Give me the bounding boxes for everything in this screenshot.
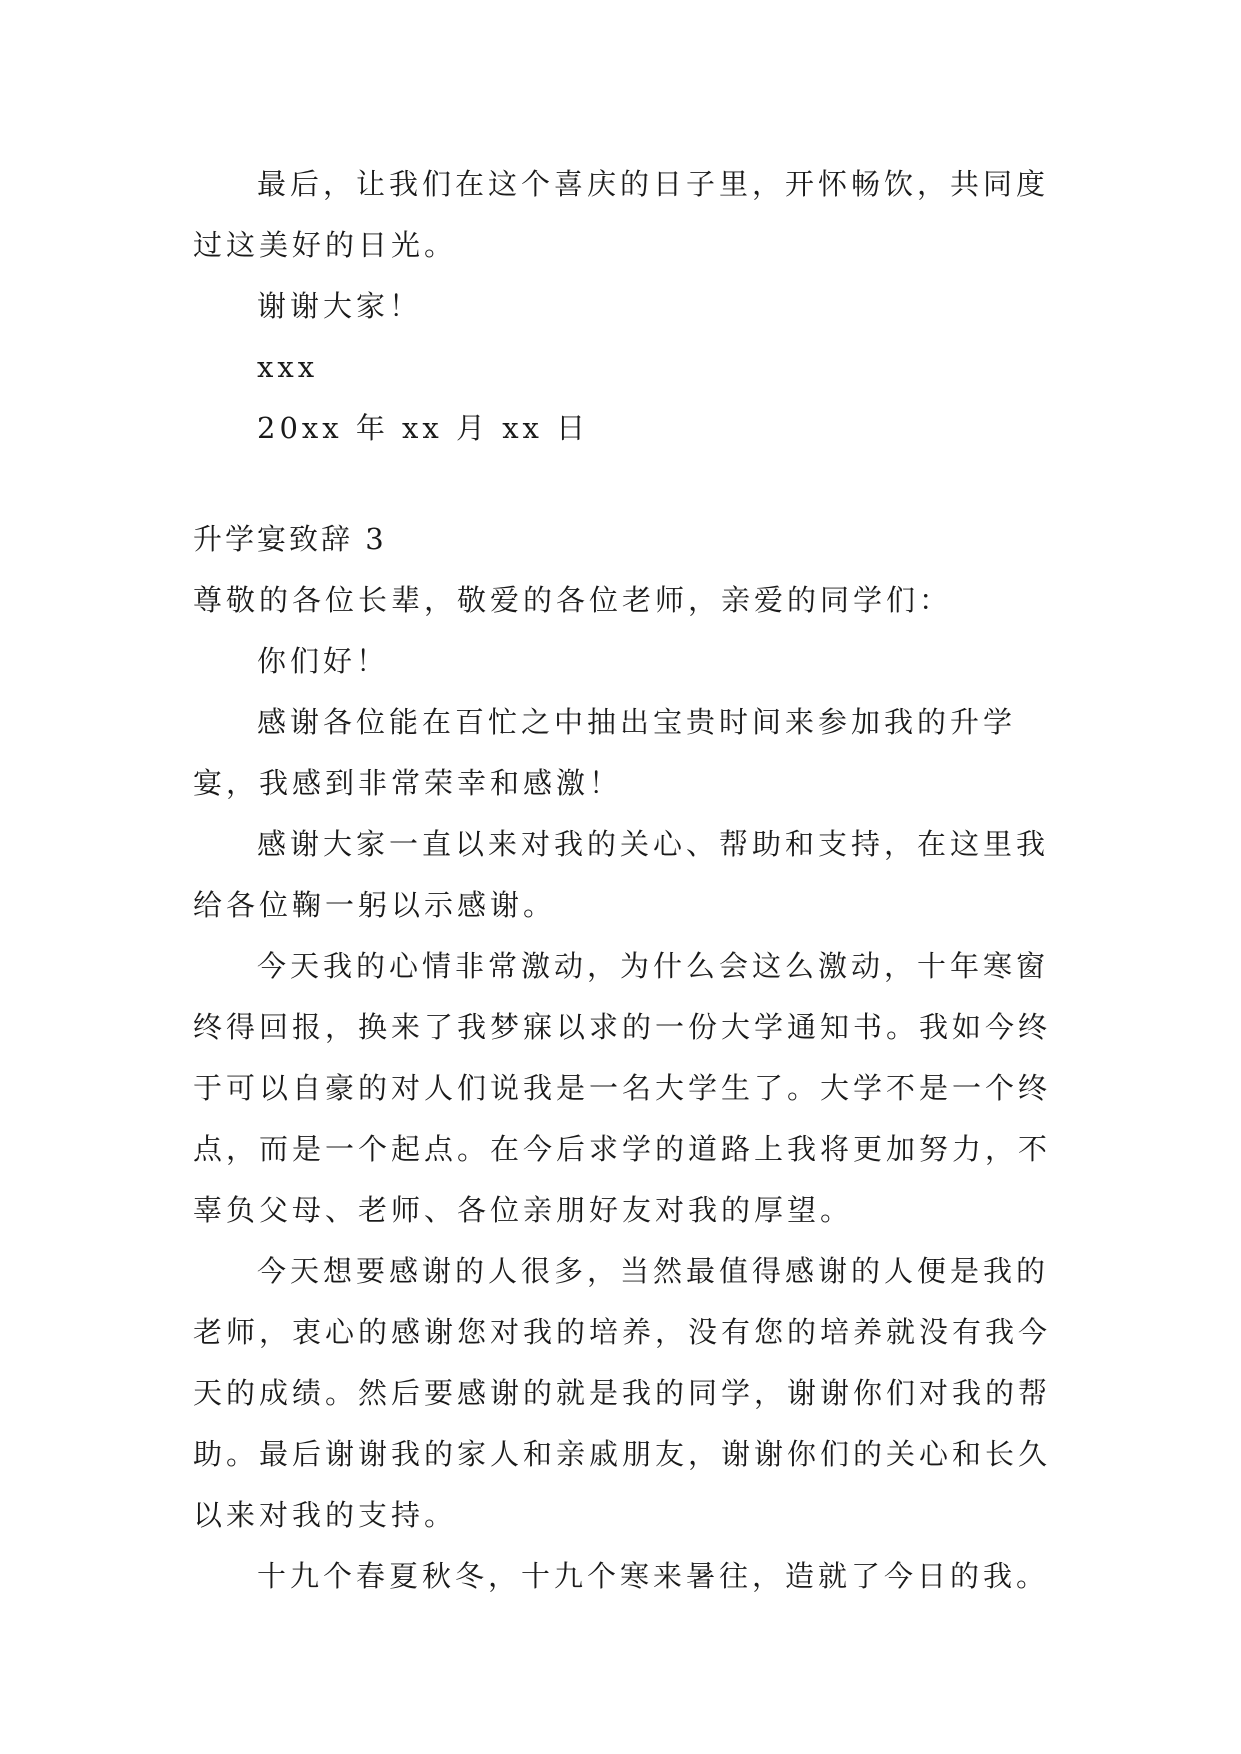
- paragraph-3-line-4: 点，而是一个起点。在今后求学的道路上我将更加努力，不: [193, 1132, 1052, 1166]
- signature-date: 20xx 年 xx 月 xx 日: [257, 411, 590, 445]
- paragraph-closing-line-2: 过这美好的日光。: [193, 228, 458, 262]
- paragraph-closing-line-1: 最后，让我们在这个喜庆的日子里，开怀畅饮，共同度: [257, 167, 1050, 201]
- paragraph-4-line-3: 天的成绩。然后要感谢的就是我的同学，谢谢你们对我的帮: [193, 1376, 1052, 1410]
- paragraph-3-line-3: 于可以自豪的对人们说我是一名大学生了。大学不是一个终: [193, 1071, 1052, 1105]
- paragraph-1-line-2: 宴，我感到非常荣幸和感激！: [193, 766, 623, 800]
- thanks-line: 谢谢大家！: [257, 289, 423, 323]
- paragraph-3-line-2: 终得回报，换来了我梦寐以求的一份大学通知书。我如今终: [193, 1010, 1052, 1044]
- paragraph-4-line-4: 助。最后谢谢我的家人和亲戚朋友，谢谢你们的关心和长久: [193, 1437, 1052, 1471]
- salutation: 尊敬的各位长辈，敬爱的各位老师，亲爱的同学们：: [193, 583, 953, 617]
- paragraph-4-line-5: 以来对我的支持。: [193, 1498, 458, 1532]
- paragraph-3-line-1: 今天我的心情非常激动，为什么会这么激动，十年寒窗: [257, 949, 1050, 983]
- paragraph-4-line-1: 今天想要感谢的人很多，当然最值得感谢的人便是我的: [257, 1254, 1050, 1288]
- paragraph-2-line-1: 感谢大家一直以来对我的关心、帮助和支持，在这里我: [257, 827, 1050, 861]
- paragraph-4-line-2: 老师，衷心的感谢您对我的培养，没有您的培养就没有我今: [193, 1315, 1052, 1349]
- paragraph-3-line-5: 辜负父母、老师、各位亲朋好友对我的厚望。: [193, 1193, 854, 1227]
- greeting: 你们好！: [257, 644, 390, 678]
- signature-name: xxx: [257, 350, 319, 384]
- paragraph-5-line-1: 十九个春夏秋冬，十九个寒来暑往，造就了今日的我。: [257, 1559, 1050, 1593]
- section-title: 升学宴致辞 3: [193, 522, 387, 556]
- paragraph-2-line-2: 给各位鞠一躬以示感谢。: [193, 888, 557, 922]
- paragraph-1-line-1: 感谢各位能在百忙之中抽出宝贵时间来参加我的升学: [257, 705, 1017, 739]
